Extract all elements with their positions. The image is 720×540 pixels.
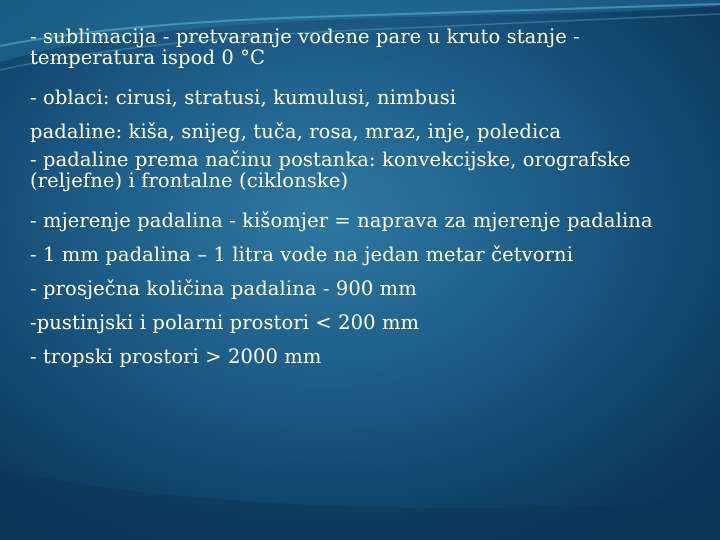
text-line-average-precipitation: - prosječna količina padalina - 900 mm [30, 277, 417, 300]
text-line-mm-to-litre: - 1 mm padalina – 1 litra vode na jedan metar četvorni [30, 243, 574, 266]
text-line-tropical: - tropski prostori > 2000 mm [30, 345, 322, 368]
text-line-clouds: - oblaci: cirusi, stratusi, kumulusi, nimbusi [30, 86, 457, 109]
text-line-desert-polar: -pustinjski i polarni prostori < 200 mm [30, 311, 420, 334]
text-line-sublimation: - sublimacija - pretvaranje vodene pare u kruto stanje - [30, 25, 580, 48]
text-line-precipitation-origin: - padaline prema načinu postanka: konvekcijske, orografske [30, 148, 631, 171]
text-line-precipitation-origin-cont: (reljefne) i frontalne (ciklonske) [30, 169, 349, 192]
text-line-rain-gauge: - mjerenje padalina - kišomjer = naprava za mjerenje padalina [30, 209, 653, 232]
text-line-precipitation-types: padaline: kiša, snijeg, tuča, rosa, mraz, inje, poledica [30, 120, 562, 143]
text-line-sublimation-temperature: temperatura ispod 0 °C [30, 46, 266, 69]
slide-body [30, 26, 700, 374]
